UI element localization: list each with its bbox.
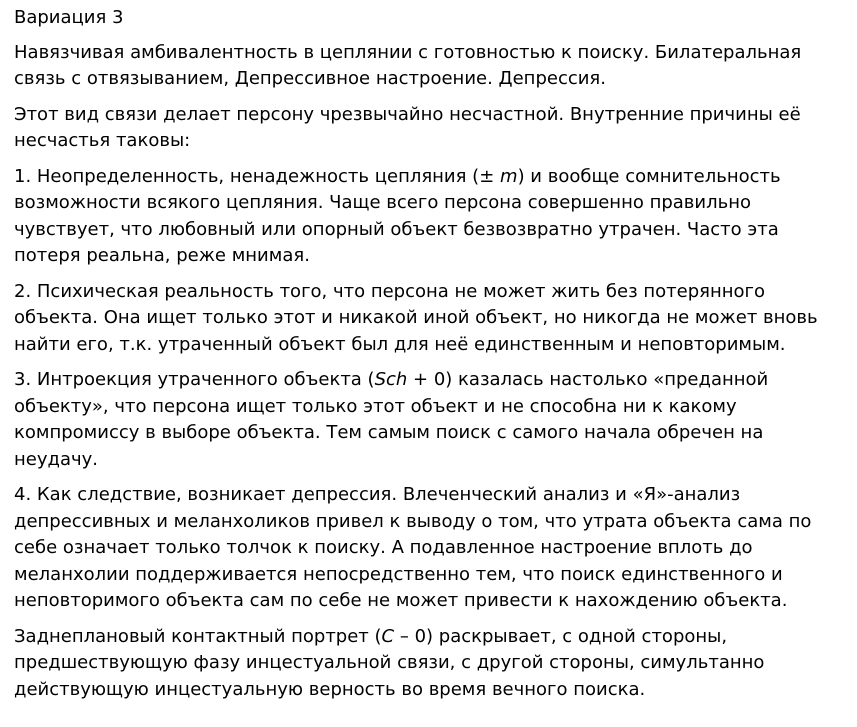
paragraph-text: + 0) казалась настолько «преданной объекту», что персона ищет только этот объект и не способна ни к какому компромиссу в выборе объекта. Тем самым поиск с самого начала обречен на неудачу. (14, 369, 769, 470)
paragraph-text: Навязчивая амбивалентность в цеплянии с готовностью к поиску. Билатеральная связь с отвязыванием, Депрессивное настроение. Депрессия. (14, 41, 802, 89)
paragraph (14, 624, 845, 704)
paragraph-text: 1. Неопределенность, ненадежность цепляния (± (14, 165, 501, 187)
paragraph (14, 482, 845, 615)
italic-symbol: Sch (374, 369, 408, 390)
paragraph-list (14, 40, 845, 704)
italic-symbol: C (381, 625, 395, 647)
paragraph (14, 102, 845, 155)
paragraph (14, 367, 845, 473)
paragraph (14, 279, 845, 359)
paragraph-text: Заднеплановый контактный портрет ( (14, 625, 382, 647)
paragraph (14, 40, 845, 93)
italic-symbol: m (500, 165, 518, 187)
paragraph-text: Этот вид связи делает персону чрезвычайно несчастной. Внутренние причины её несчастья таковы: (14, 103, 801, 151)
paragraph-text: 3. Интроекция утраченного объекта ( (14, 369, 375, 390)
document-title: Вариация 3 (14, 7, 124, 28)
paragraph-text: – 0) раскрывает, с одной стороны, предшествующую фазу инцестуальной связи, с другой стороны, симультанно действующую инцестуальную верность во время вечного поиска. (14, 625, 765, 700)
paragraph-text: 2. Психическая реальность того, что персона не может жить без потерянного объекта. Она ищет только этот и никакой иной объект, но никогда не может вновь найти его, т.к. утраченный объект был для неё единственным и неповторимым. (14, 280, 818, 355)
paragraph-text: 4. Как следствие, возникает депрессия. Влеченческий анализ и «Я»-анализ депрессивных и меланхоликов привел к выводу о том, что утрата объекта сама по себе означает только толчок к поиску. А подавленное настроение вплоть до меланхолии поддерживается непосредственно тем, что поиск единственного и неповторимого объекта сам по себе не может привести к нахождению объекта. (14, 484, 812, 611)
paragraph-text: ) и вообще сомнительность возможности всякого цепляния. Чаще всего персона совершенно правильно чувствует, что любовный или опорный объект безвозвратно утрачен. Часто эта потеря реальна, реже мнимая. (14, 165, 781, 266)
paragraph (14, 164, 845, 270)
